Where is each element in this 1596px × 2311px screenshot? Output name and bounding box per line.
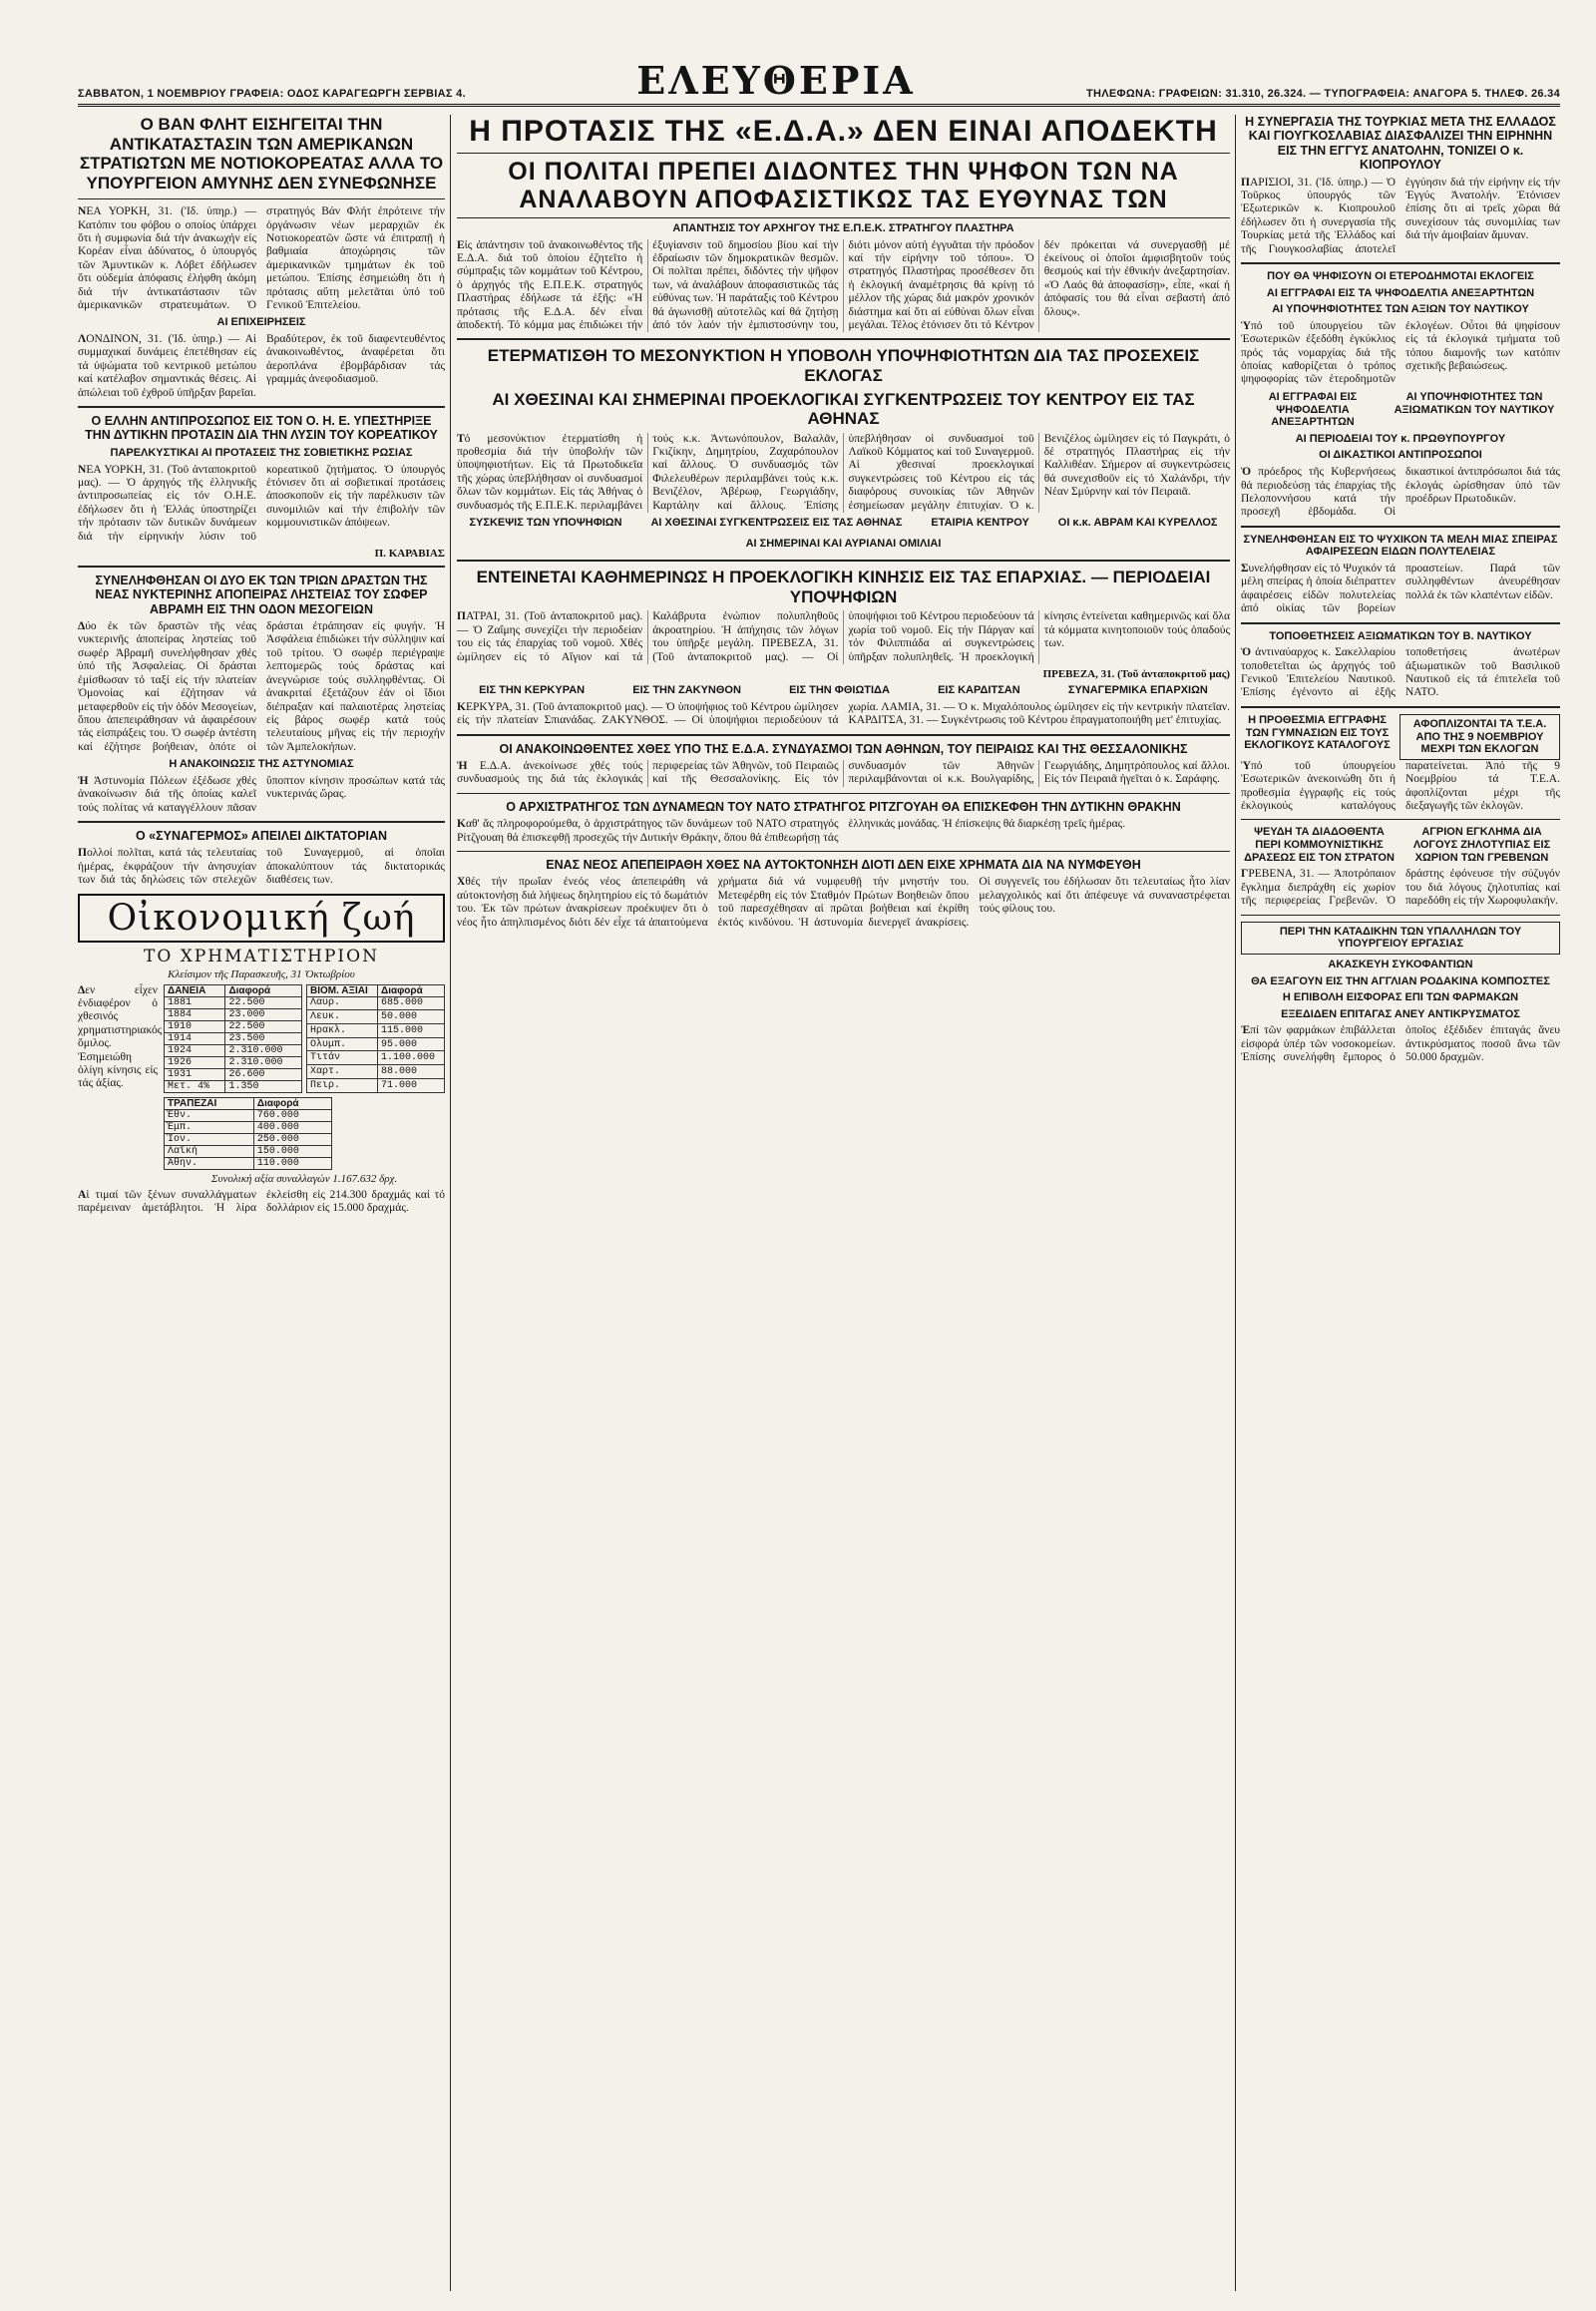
article-deadline: Ὑπό τοῦ ὑπουργείου Ἐσωτερικῶν ἀνεκοινώθη ὅτι ἡ προθεσμία ἐγγραφῆς εἰς τούς ἐκλογικούς καταλόγους παρατείνεται. Ἀπό τῆς 9 Νοεμβρίου τά Τ.Ε.Α. ἀφοπλίζονται μέχρι τῆς διεξαγωγῆς τῶν ἐκλογῶν.: [1241, 759, 1560, 813]
candidacies-subheads: [457, 517, 1230, 554]
subhead-navy-candidacies: ΑΙ ΥΠΟΨΗΦΙΟΤΗΤΕΣ ΤΩΝ ΑΞΙΩΝ ΤΟΥ ΝΑΥΤΙΚΟΥ: [1272, 303, 1529, 316]
headline-grevena-crime: ΑΓΡΙΟΝ ΕΓΚΛΗΜΑ ΔΙΑ ΛΟΓΟΥΣ ΖΗΛΟΤΥΠΙΑΣ ΕΙΣ ΧΩΡΙΟΝ ΤΩΝ ΓΡΕΒΕΝΩΝ: [1412, 826, 1551, 864]
article-grevena: ΓΡΕΒΕΝΑ, 31. — Ἀποτρόπαιον ἔγκλημα διεπράχθη εἰς χωρίον τῆς περιφερείας Γρεβενῶν. Ὁ δράστης ἐφόνευσε τήν σύζυγόν του διά λόγους ζηλοτυπίας καί παρεδόθη εἰς τήν Χωροφυλακήν.: [1241, 868, 1560, 908]
divider: [1241, 622, 1560, 624]
article-robbery: Δύο ἐκ τῶν δραστῶν τῆς νέας νυκτερινῆς ἀποπείρας ληστείας τοῦ σωφέρ Ἀβραμῆ συνελήφθησαν χθές ὑπό τῆς Ἀσφαλείας. Οἱ δράσται ἐμίσθωσαν τό ταξί εἰς τήν πλατείαν Ὁμονοίας καί ἐζήτησαν νά μεταφερθοῦν εἰς τήν ὁδόν Μεσογείων, ὅπου ἀπεπειράθησαν νά ἀφαιρέσουν τάς εἰσπράξεις του. Ὁ σωφέρ ἀντέστη καί ἐζήτησε βοήθειαν, ὁπότε οἱ δράσται ἐτράπησαν εἰς φυγήν. Ἡ Ἀσφάλεια ἐπιδιώκει τήν σύλληψιν καί τοῦ τρίτου. Ὁ σωφέρ περιέγραψε λεπτομερῶς τούς δράστας καί ἀνεγνώρισε τούς συλληφθέντας. Οἱ ἀνακριταί ἐξετάζουν ἐάν οἱ ἴδιοι διέπραξαν καί παλαιοτέρας ληστείας εἰς βάρος σωφέρ κατά τούς τελευταίους μῆνας εἰς τήν περιοχήν τῶν Ἀμπελοκήπων.: [78, 620, 445, 753]
subhead-operations: ΑΙ ΕΠΙΧΕΙΡΗΣΕΙΣ: [216, 316, 306, 329]
table-cell: 685.000: [378, 996, 445, 1010]
table-cell: Λαϊκή: [165, 1145, 254, 1157]
divider: [1241, 819, 1560, 820]
table-row: [165, 1056, 302, 1068]
crime-headlines: [1241, 826, 1560, 868]
stock-exchange-commentary: Δεν εἶχεν ἐνδιαφέρον ὁ χθεσινός χρηματιστηριακός ὅμιλος. Ἐσημειώθη ὀλίγη κίνησις εἰς τάς ἀξίας.: [78, 983, 163, 1090]
subhead-fthiotida: ΕΙΣ ΤΗΝ ΦΘΙΩΤΙΔΑ: [789, 684, 890, 697]
headline-synagermos: Ο «ΣΥΝΑΓΕΡΜΟΣ» ΑΠΕΙΛΕΙ ΔΙΚΤΑΤΟΡΙΑΝ: [135, 828, 388, 843]
byline-karavias: Π. ΚΑΡΑΒΙΑΣ: [374, 547, 445, 560]
table-cell: Ολυμπ.: [307, 1037, 378, 1051]
table-cell: 110.000: [253, 1157, 331, 1169]
article-provinces-reports: ΚΕΡΚΥΡΑ, 31. (Τοῦ ἀνταποκριτοῦ μας). — Ὁ ὑποψήφιος τοῦ Κέντρου ὡμίλησεν εἰς τήν πλατείαν Σπιανάδας. ΖΑΚΥΝΘΟΣ. — Οἱ ὑποψήφιοι περιοδεύουν τά χωρία. ΛΑΜΙΑ, 31. — Ὁ κ. Μιχαλόπουλος ὡμίλησεν εἰς τήν κεντρικήν πλατεῖαν. ΚΑΡΔΙΤΣΑ, 31. — Συγκέντρωσις τοῦ Κέντρου ἐπραγματοποιήθη μετ' ἐπιτυχίας.: [457, 700, 1230, 727]
table-header-cell: Διαφορά: [253, 1097, 331, 1109]
subhead-yesterday-rallies: ΑΙ ΧΘΕΣΙΝΑΙ ΣΥΓΚΕΝΤΡΩΣΕΙΣ ΕΙΣ ΤΑΣ ΑΘΗΝΑΣ: [650, 517, 903, 530]
article-navy-postings: Ὁ ἀντιναύαρχος κ. Σακελλαρίου τοποθετεῖται ὡς ἀρχηγός τοῦ Γενικοῦ Ἐπιτελείου Ναυτικοῦ. Ἐπίσης ἐγένοντο αἱ ἑξῆς τοποθετήσεις ἀνωτέρων ἀξιωματικῶν τοῦ Βασιλικοῦ Ναυτικοῦ εἰς τά ἐπιτελεῖα τοῦ ΝΑΤΟ.: [1241, 646, 1560, 699]
article-van-fleet: ΝΕΑ ΥΟΡΚΗ, 31. ('Ιδ. ὑπηρ.) — Κατόπιν του φόβου ο οποίος ὑπάρχει ὅτι ἡ συμφωνία διά τήν ἀνακωχήν εἰς Κορέαν εἶναι ἀδύνατος, ὁ ὑπουργός τῶν Ἀμυντικῶν κ. Λόβετ ἐδήλωσεν ὅτι οὐδεμία ἀπόφασις ἐλήφθη ἀκόμη διά τήν ἀντικατάστασιν τῶν ἀμερικανικῶν στρατευμάτων. Ὁ στρατηγός Βάν Φλήτ ἐπρότεινε τήν ὀργάνωσιν νέων μεραρχιῶν ἐκ Νοτιοκορεατῶν ὥστε νά ἐπιτραπῇ ἡ βαθμιαία ἀποχώρησις τῶν ἀμερικανικῶν τμημάτων ἐκ τοῦ μετώπου. Ἐπίσης ἐσημειώθη ὅτι ἡ πρότασις αὕτη μελετᾶται ὑπό τοῦ Γενικοῦ Ἐπιτελείου.: [78, 205, 445, 312]
table-cell: 1884: [165, 1008, 225, 1020]
table-row: [165, 1080, 302, 1092]
table-row: [165, 1020, 302, 1032]
table-cell: 23.500: [225, 1032, 302, 1044]
subhead-zakynthos: ΕΙΣ ΤΗΝ ΖΑΚΥΝΘΟΝ: [632, 684, 741, 697]
table-row: [165, 1121, 332, 1133]
table-row: [307, 1065, 445, 1079]
subhead-plastiras-reply: ΑΠΑΝΤΗΣΙΣ ΤΟΥ ΑΡΧΗΓΟΥ ΤΗΣ Ε.Π.Ε.Κ. ΣΤΡΑΤΗΓΟΥ ΠΛΑΣΤΗΡΑ: [672, 222, 1014, 234]
table-row: [307, 1037, 445, 1051]
table-header-cell: ΤΡΑΠΕΖΑΙ: [165, 1097, 254, 1109]
divider: [78, 566, 445, 568]
table-cell: 1.100.000: [378, 1051, 445, 1065]
stock-exchange-section: [78, 984, 445, 1189]
subhead-candidates-meeting: ΣΥΣΚΕΨΙΣ ΤΩΝ ΥΠΟΨΗΦΙΩΝ: [469, 517, 622, 530]
headline-turkey-cooperation: Η ΣΥΝΕΡΓΑΣΙΑ ΤΗΣ ΤΟΥΡΚΙΑΣ ΜΕΤΑ ΤΗΣ ΕΛΛΑΔΟΣ ΚΑΙ ΓΙΟΥΓΚΟΣΛΑΒΙΑΣ ΔΙΑΣΦΑΛΙΖΕΙ ΤΗΝ ΕΙΡΗΝΗΝ ΕΙΣ ΤΗΝ ΕΓΓΥΣ ΑΝΑΤΟΛΗΝ, ΤΟΝΙΖΕΙ Ο κ. ΚΙΟΠΡΟΥΛΟΥ: [1245, 115, 1556, 173]
column-divider: [1235, 115, 1236, 2291]
table-row: [165, 1008, 302, 1020]
table-row: [307, 996, 445, 1010]
table-cell: 88.000: [378, 1065, 445, 1079]
table-cell: Λευκ.: [307, 1010, 378, 1024]
table-cell: Ηρακλ.: [307, 1023, 378, 1037]
article-pm-tours: Ὁ πρόεδρος τῆς Κυβερνήσεως θά περιοδεύσῃ τάς ἐπαρχίας τῆς Πελοποννήσου κατά τήν προσεχῆ ἑβδομάδα. Οἱ δικαστικοί ἀντιπρόσωποι διά τάς ἐκλογάς ὡρίσθησαν ὑπό τῶν προέδρων Πρωτοδικῶν.: [1241, 466, 1560, 519]
divider: [457, 734, 1230, 736]
center-column: [457, 115, 1230, 934]
deadline-headlines: [1241, 714, 1560, 760]
subhead-synagermos-provinces: ΣΥΝΑΓΕΡΜΙΚΑ ΕΠΑΡΧΙΩΝ: [1067, 684, 1208, 697]
table-row: [165, 1145, 332, 1157]
article-synagermos: Πολλοί πολῖται, κατά τάς τελευταίας ἡμέρας, ἐκφράζουν τήν ἀνησυχίαν των διά τάς δηλώσεις τῶν στελεχῶν τοῦ Συναγερμοῦ, αἱ ὁποῖαι ἀποκαλύπτουν τάς δικτατορικάς διαθέσεις των.: [78, 847, 445, 887]
table-row: [307, 1010, 445, 1024]
divider: [457, 560, 1230, 562]
table-row: [165, 1044, 302, 1056]
table-cell: 115.000: [378, 1023, 445, 1037]
article-turkey: ΠΑΡΙΣΙΟΙ, 31. ('Ιδ. ὑπηρ.) — Ὁ Τοῦρκος ὑπουργός τῶν Ἐξωτερικῶν κ. Κιοπρουλοῦ ἐδήλωσεν ὅτι ἡ συνεργασία τῆς Τουρκίας μετά τῆς Ἑλλάδος καί τῆς Γιουγκοσλαβίας ἀποτελεῖ ἐγγύησιν διά τήν εἰρήνην εἰς τήν Ἐγγύς Ἀνατολήν. Ἐτόνισεν ἐπίσης ὅτι αἱ τρεῖς χῶραι θά συνεχίσουν τάς συνομιλίας των διά τήν ἀμοιβαίαν ἄμυναν.: [1241, 176, 1560, 255]
table-cell: 1924: [165, 1044, 225, 1056]
table-cell: 71.000: [378, 1078, 445, 1092]
table-cell: Χαρτ.: [307, 1065, 378, 1079]
divider: [1241, 262, 1560, 264]
table-row: [307, 1023, 445, 1037]
subhead-judicial-reps: ΟΙ ΔΙΚΑΣΤΙΚΟΙ ΑΝΤΙΠΡΟΣΩΠΟΙ: [1319, 449, 1482, 462]
stock-tables: [164, 984, 445, 1189]
table-cell: 22.500: [225, 996, 302, 1008]
stock-exchange-date: Κλείσιμον τῆς Παρασκευῆς, 31 Ὀκτωβρίου: [168, 967, 355, 980]
table-cell: 1926: [165, 1056, 225, 1068]
table-cell: Ἐθν.: [165, 1109, 254, 1121]
headline-navy-postings: ΤΟΠΟΘΕΤΗΣΕΙΣ ΑΞΙΩΜΑΤΙΚΩΝ ΤΟΥ Β. ΝΑΥΤΙΚΟΥ: [1269, 629, 1532, 642]
article-voters: Ὑπό τοῦ ὑπουργείου τῶν Ἐσωτερικῶν ἐξεδόθη ἐγκύκλιος πρός τάς νομαρχίας διά τῆς ὁποίας καθορίζεται ὁ τρόπος ψηφοφορίας τῶν ἑτεροδημοτῶν ἐκλογέων. Οὗτοι θά ψηφίσουν εἰς τά ἐκλογικά τμήματα τοῦ τόπου διαμονῆς των κατόπιν σχετικῆς βεβαιώσεως.: [1241, 319, 1560, 386]
subhead-avram-kyrellos: ΟΙ κ.κ. ΑΒΡΑΜ ΚΑΙ ΚΥΡΕΛΛΟΣ: [1057, 517, 1218, 530]
headline-bad-cheques: ΕΞΕΔΙΔΕΝ ΕΠΙΤΑΓΑΣ ΑΝΕΥ ΑΝΤΙΚΡΥΣΜΑΤΟΣ: [1281, 1007, 1520, 1020]
subhead-karditsa: ΕΙΣ ΚΑΡΔΙΤΣΑΝ: [938, 684, 1020, 697]
headline-citizens-vote: ΟΙ ΠΟΛΙΤΑΙ ΠΡΕΠΕΙ ΔΙΔΟΝΤΕΣ ΤΗΝ ΨΗΦΟΝ ΤΩΝ ΝΑ ΑΝΑΛΑΒΟΥΝ ΑΠΟΦΑΣΙΣΤΙΚΩΣ ΤΑΣ ΕΥΘΥΝΑΣ ΤΩΝ: [457, 158, 1230, 219]
headline-registration-deadline: Η ΠΡΟΘΕΣΜΙΑ ΕΓΓΡΑΦΗΣ ΤΩΝ ΓΥΜΝΑΣΙΩΝ ΕΙΣ ΤΟΥΣ ΕΚΛΟΓΙΚΟΥΣ ΚΑΤΑΛΟΓΟΥΣ: [1244, 713, 1391, 752]
table-cell: Λαυρ.: [307, 996, 378, 1010]
article-candidacies: Τό μεσονύκτιον ἐτερματίσθη ἡ προθεσμία διά τήν ὑποβολήν τῶν ὑποψηφιοτήτων. Εἰς τά Πρωτοδικεῖα τῆς χώρας ὑπεβλήθησαν οἱ συνδυασμοί ὅλων τῶν κομμάτων. Εἰς τάς Ἀθήνας ὁ συνδυασμός τῆς Ε.Π.Ε.Κ. περιλαμβάνει τούς κ.κ. Ἀντωνόπουλον, Βαλαλᾶν, Γκιζίκην, Δημητρίου, Ζαχαρόπουλον καί ἄλλους. Ὁ συνδυασμός τῶν Φιλελευθέρων περιλαμβάνει τούς κ.κ. Βενιζέλον, Ἀβέρωφ, Γεωργιάδην, Καρτάλην καί ἄλλους. Ἐπίσης ὑπεβλήθησαν οἱ συνδυασμοί τοῦ Λαϊκοῦ Κόμματος καί τοῦ Συναγερμοῦ. Αἱ χθεσιναί προεκλογικαί συγκεντρώσεις τοῦ Κέντρου εἰς τάς διαφόρους συνοικίας τῶν Ἀθηνῶν ἐσημείωσαν μεγάλην ἐπιτυχίαν. Ὁ κ. Βενιζέλος ὡμίλησεν εἰς τό Παγκράτι, ὁ δέ στρατηγός Πλαστήρας εἰς τήν Καλλιθέαν. Σήμερον αἱ συγκεντρώσεις θά συνεχισθοῦν εἰς τό Χαλάνδρι, τήν Νέαν Σμύρνην καί τόν Πειραιᾶ.: [457, 432, 1230, 512]
subhead-navy-officers: ΑΙ ΥΠΟΨΗΦΙΟΤΗΤΕΣ ΤΩΝ ΑΞΙΩΜΑΤΙΚΩΝ ΤΟΥ ΝΑΥΤΙΚΟΥ: [1394, 390, 1555, 416]
left-column: [78, 115, 445, 1219]
table-row: [165, 1157, 332, 1169]
table-cell: 400.000: [253, 1121, 331, 1133]
headline-slander-refuted: ΑΚΑΣΚΕΥΗ ΣΥΚΟΦΑΝΤΙΩΝ: [1328, 958, 1473, 970]
table-row: [165, 996, 302, 1008]
banks-table: [164, 1097, 332, 1170]
table-cell: Ἐμπ.: [165, 1121, 254, 1133]
table-cell: 150.000: [253, 1145, 331, 1157]
headline-pharma-levy: Η ΕΠΙΒΟΛΗ ΕΙΣΦΟΡΑΣ ΕΠΙ ΤΩΝ ΦΑΡΜΑΚΩΝ: [1282, 991, 1519, 1004]
loans-table: [164, 984, 302, 1093]
divider: [1241, 526, 1560, 528]
economic-life-title: Οἰκονομική ζωή: [78, 894, 445, 943]
headline-non-resident-voters: ΠΟΥ ΘΑ ΨΗΦΙΣΟΥΝ ΟΙ ΕΤΕΡΟΔΗΜΟΤΑΙ ΕΚΛΟΓΕΙΣ: [1267, 269, 1534, 282]
subhead-independent-registrations: ΑΙ ΕΓΓΡΑΦΑΙ ΕΙΣ ΨΗΦΟΔΕΛΤΙΑ ΑΝΕΞΑΡΤΗΤΩΝ: [1268, 390, 1358, 429]
divider: [457, 851, 1230, 852]
table-cell: 1881: [165, 996, 225, 1008]
subhead-pm-tours: ΑΙ ΠΕΡΙΟΔΕΙΑΙ ΤΟΥ κ. ΠΡΩΘΥΠΟΥΡΓΟΥ: [1295, 432, 1506, 445]
table-row: [307, 1051, 445, 1065]
table-cell: 26.600: [225, 1068, 302, 1080]
table-cell: Ἀθην.: [165, 1157, 254, 1169]
subhead-soviet-proposals: ΠΑΡΕΛΚΥΣΤΙΚΑΙ ΑΙ ΠΡΟΤΑΣΕΙΣ ΤΗΣ ΣΟΒΙΕΤΙΚΗΣ ΡΩΣΙΑΣ: [110, 446, 413, 459]
headline-ridgway-visit: Ο ΑΡΧΙΣΤΡΑΤΗΓΟΣ ΤΩΝ ΔΥΝΑΜΕΩΝ ΤΟΥ ΝΑΤΟ ΣΤΡΑΤΗΓΟΣ ΡΙΤΖΓΟΥΑΗ ΘΑ ΕΠΙΣΚΕΦΘΗ ΤΗΝ ΔΥΤΙΚΗΝ ΘΡΑΚΗΝ: [506, 799, 1181, 814]
article-eda-lists: Ἡ Ε.Δ.Α. ἀνεκοίνωσε χθές τούς συνδυασμούς της διά τάς ἐκλογικάς περιφερείας τῶν Ἀθηνῶν, τοῦ Πειραιῶς καί τῆς Θεσσαλονίκης. Εἰς τόν συνδυασμόν τῶν Ἀθηνῶν περιλαμβάνονται οἱ κ.κ. Βουλγαρίδης, Γεωργιάδης, Δημητρόπουλος καί ἄλλοι. Εἰς τόν Πειραιᾶ ἠγεῖται ὁ κ. Σαράφης.: [457, 759, 1230, 786]
table-cell: 50.000: [378, 1010, 445, 1024]
table-cell: 1.350: [225, 1080, 302, 1092]
divider: [78, 406, 445, 408]
industrial-table: [306, 984, 445, 1093]
voters-subheads: [1241, 391, 1560, 433]
table-cell: Τιτάν: [307, 1051, 378, 1065]
masthead-date-address: ΣΑΒΒΑΤΟΝ, 1 ΝΟΕΜΒΡΙΟΥ ΓΡΑΦΕΙΑ: ΟΔΟΣ ΚΑΡΑΓΕΩΡΓΗ ΣΕΡΒΙΑΣ 4.: [78, 88, 466, 100]
divider: [1241, 706, 1560, 708]
table-header-cell: ΒΙΟΜ. ΑΞΙΑΙ: [307, 984, 378, 996]
divider: [457, 793, 1230, 794]
headline-tea-disarmament: ΑΦΟΠΛΙΖΟΝΤΑΙ ΤΑ Τ.Ε.Α. ΑΠΟ ΤΗΣ 9 ΝΟΕΜΒΡΙΟΥ ΜΕΧΡΙ ΤΩΝ ΕΚΛΟΓΩΝ: [1399, 714, 1560, 760]
total-transactions: Συνολική αξία συναλλαγών 1.167.632 δρχ.: [210, 1172, 398, 1185]
headline-suicide-attempt: ΕΝΑΣ ΝΕΟΣ ΑΠΕΠΕΙΡΑΘΗ ΧΘΕΣ ΝΑ ΑΥΤΟΚΤΟΝΗΣΗ ΔΙΟΤΙ ΔΕΝ ΕΙΧΕ ΧΡΗΜΑΤΑ ΔΙΑ ΝΑ ΝΥΜΦΕΥΘΗ: [546, 857, 1141, 872]
divider: [1241, 915, 1560, 916]
table-cell: 2.310.000: [225, 1056, 302, 1068]
article-psychiko: Συνελήφθησαν εἰς τό Ψυχικόν τά μέλη σπείρας ἡ ὁποία διέπραττεν ἀφαιρέσεις εἰδῶν πολυτελείας ἀπό οἰκίας τῶν βορείων προαστείων. Παρά τῶν συλληφθέντων ἀνευρέθησαν πολλά ἐκ τῶν κλαπέντων εἰδῶν.: [1241, 563, 1560, 615]
table-header-cell: Διαφορά: [225, 984, 302, 996]
article-operations: ΛΟΝΔΙΝΟΝ, 31. ('Ιδ. ὑπηρ.) — Αἱ συμμαχικαί δυνάμεις ἐπετέθησαν εἰς τά ὑψώματα τοῦ κεντρικοῦ μετώπου καί κατέλαβον σημαντικάς θέσεις. Αἱ ἀπώλειαι τοῦ ἐχθροῦ ὑπῆρξαν βαρεῖαι. Βραδύτερον, ἐκ τοῦ διαφεντευθέντος ἀνακοινωθέντος, ἀναφέρεται ὅτι ἀεροπλάνα ἐβομβάρδισαν τάς γραμμάς ἀνεφοδιασμοῦ.: [78, 333, 445, 399]
headline-false-reports: ΨΕΥΔΗ ΤΑ ΔΙΑΔΟΘΕΝΤΑ ΠΕΡΙ ΚΟΜΜΟΥΝΙΣΤΙΚΗΣ ΔΡΑΣΕΩΣ ΕΙΣ ΤΟΝ ΣΤΡΑΤΟΝ: [1244, 826, 1395, 864]
table-cell: Ἰον.: [165, 1133, 254, 1145]
table-cell: 22.500: [225, 1020, 302, 1032]
masthead-phones: ΤΗΛΕΦΩΝΑ: ΓΡΑΦΕΙΩΝ: 31.310, 26.324. — ΤΥΠΟΓΡΑΦΕΙΑ: ΑΝΑΓΟΡΑ 5. ΤΗΛΕΦ. 26.34: [1085, 88, 1560, 100]
article-police: Ἡ Ἀστυνομία Πόλεων ἐξέδωσε χθές ἀνακοίνωσιν διά τῆς ὁποίας καλεῖ τούς πολίτας νά καταγγέλλουν πᾶσαν ὕποπτον κίνησιν προσώπων κατά τάς νυκτερινάς ὥρας.: [78, 774, 445, 814]
table-cell: 1914: [165, 1032, 225, 1044]
table-header-cell: Διαφορά: [378, 984, 445, 996]
table-cell: 760.000: [253, 1109, 331, 1121]
article-suicide-attempt: Χθές τήν πρωΐαν ἐνεός νέος ἀπεπειράθη νά αὐτοκτονήσῃ διά λήψεως δηλητηρίου εἰς τό δωμάτιόν του. Ἐκ τῶν πρώτων ἀνακρίσεων προέκυψεν ὅτι ὁ νέος ἦτο ἀπηλπισμένος διότι δέν εἶχε τά ἀπαιτούμενα χρήματα διά νά νυμφευθῇ τήν μνηστήν του. Μετεφέρθη εἰς τόν Σταθμόν Πρώτων Βοηθειῶν ὅπου τοῦ παρεσχέθησαν αἱ πρῶται βοήθειαι καί ἐκρίθη ἐκτός κινδύνου. Ἡ ἀστυνομία διενεργεῖ ἀνακρίσεις. Οἱ συγγενεῖς του ἐδήλωσαν ὅτι τελευταίως ἦτο λίαν μελαγχολικός καί ὅτι ἀπέφευγε νά συναναστρέφεται τούς φίλους του.: [457, 876, 1230, 929]
table-row: [165, 1109, 332, 1121]
headline-robbery-arrest: ΣΥΝΕΛΗΦΘΗΣΑΝ ΟΙ ΔΥΟ ΕΚ ΤΩΝ ΤΡΙΩΝ ΔΡΑΣΤΩΝ ΤΗΣ ΝΕΑΣ ΝΥΚΤΕΡΙΝΗΣ ΑΠΟΠΕΙΡΑΣ ΛΗΣΤΕΙΑΣ ΤΟΥ ΣΩΦΕΡ ΑΒΡΑΜΗ ΕΙΣ ΤΗΝ ΟΔΟΝ ΜΕΣΟΓΕΙΩΝ: [95, 573, 428, 616]
table-header-cell: ΔΑΝΕΙΑ: [165, 984, 225, 996]
table-row: [165, 1068, 302, 1080]
headline-psychiko-arrests: ΣΥΝΕΛΗΦΘΗΣΑΝ ΕΙΣ ΤΟ ΨΥΧΙΚΟΝ ΤΑ ΜΕΛΗ ΜΙΑΣ ΣΠΕΙΡΑΣ ΑΦΑΙΡΕΣΕΩΝ ΕΙΔΩΝ ΠΟΛΥΤΕΛΕΙΑΣ: [1243, 533, 1558, 559]
columns: [78, 107, 1560, 2291]
table-cell: 1931: [165, 1068, 225, 1080]
table-cell: 250.000: [253, 1133, 331, 1145]
article-plastiras: Εἰς ἀπάντησιν τοῦ ἀνακοινωθέντος τῆς Ε.Δ.Α. διά τοῦ ὁποίου ἐζητεῖτο ἡ σύμπραξις τῶν κομμάτων τοῦ Κέντρου, ὁ ἀρχηγός τῆς Ε.Π.Ε.Κ. στρατηγός Πλαστήρας ἐδήλωσε τά ἑξῆς: «Ἡ πρότασις τῆς Ε.Δ.Α. δέν εἶναι ἀποδεκτή. Τό κόμμα μας ἐπιδιώκει τήν ἐξυγίανσιν τοῦ δημοσίου βίου καί τήν ἐδραίωσιν τῶν δημοκρατικῶν θεσμῶν. Οἱ πολῖται πρέπει, διδόντες τήν ψῆφον των, νά ἀναλάβουν ἀποφασιστικῶς τάς εὐθύνας των. Ἡ παράταξις τοῦ Κέντρου θά ἀγωνισθῇ αὐτοτελῶς καί θά ζητήσῃ ἀπό τόν λαόν τήν ἐμπιστοσύνην του, διότι μόνον αὐτή ἐγγυᾶται τήν πρόοδον καί τήν εἰρήνην τοῦ τόπου». Ὁ στρατηγός Πλαστήρας προσέθεσεν ὅτι ἡ ἐκλογική ἀναμέτρησις θά κρίνῃ τό μέλλον τῆς χώρας διά μακρόν χρονικόν διάστημα καί ὅτι αἱ εὐθύναι ὅλων εἶναι μεγάλαι. Τέλος ἐτόνισεν ὅτι τό Κέντρον δέν πρόκειται νά συνεργασθῇ μέ ἐκείνους οἱ ὁποῖοι ἀμφισβητοῦν τούς θεσμούς καί τήν ἐθνικήν ἀνεξαρτησίαν. «Ὁ Λαός θά ἀποφασίσῃ», εἶπε, «καί ἡ ἀπόφασίς του θά εἶναι σεβαστή ἀπό ὅλους».: [457, 238, 1230, 332]
table-cell: Μετ. 4%: [165, 1080, 225, 1092]
table-cell: 95.000: [378, 1037, 445, 1051]
article-greek-un: ΝΕΑ ΥΟΡΚΗ, 31. (Τοῦ ἀνταποκριτοῦ μας). — Ὁ ἀρχηγός τῆς ἑλληνικῆς ἀντιπροσωπείας εἰς τόν Ο.Η.Ε. ἐδήλωσεν ὅτι ἡ Ἑλλάς ὑποστηρίζει τήν πρότασιν τῶν δυτικῶν δυνάμεων διά τήν εἰρηνικήν λύσιν τοῦ κορεατικοῦ ζητήματος. Ὁ ὑπουργός ἐτόνισεν ὅτι αἱ σοβιετικαί προτάσεις ἀποσκοποῦν εἰς τήν παρέλκυσιν τῶν συνομιλιῶν καί τήν ἐπιβολήν τῶν κομμουνιστικῶν ἀπόψεων.: [78, 463, 445, 543]
headline-eda-lists: ΟΙ ΑΝΑΚΟΙΝΩΘΕΝΤΕΣ ΧΘΕΣ ΥΠΟ ΤΗΣ Ε.Δ.Α. ΣΥΝΔΥΑΣΜΟΙ ΤΩΝ ΑΘΗΝΩΝ, ΤΟΥ ΠΕΙΡΑΙΩΣ ΚΑΙ ΤΗΣ ΘΕΣΣΑΛΟΝΙΚΗΣ: [499, 741, 1188, 756]
subhead-independent-ballots: ΑΙ ΕΓΓΡΑΦΑΙ ΕΙΣ ΤΑ ΨΗΦΟΔΕΛΤΙΑ ΑΝΕΞΑΡΤΗΤΩΝ: [1266, 286, 1535, 299]
dateline-preveza: ΠΡΕΒΕΖΑ, 31. (Τοῦ ἀνταποκριτοῦ μας): [1042, 668, 1230, 681]
table-cell: 1910: [165, 1020, 225, 1032]
table-row: [165, 1133, 332, 1145]
newspaper-title: ΕΛΕΥΘΕΡΙΑ: [636, 58, 916, 103]
table-row: [307, 1078, 445, 1092]
stock-exchange-title: ΤΟ ΧΡΗΜΑΤΙΣΤΗΡΙΟΝ: [144, 946, 379, 966]
headline-eda-proposal: Η ΠΡΟΤΑΣΙΣ ΤΗΣ «Ε.Δ.Α.» ΔΕΝ ΕΙΝΑΙ ΑΠΟΔΕΚΤΗ: [457, 115, 1230, 154]
article-ridgway: Καθ' ἅς πληροφορούμεθα, ὁ ἀρχιστράτηγος τῶν δυνάμεων τοῦ ΝΑΤΟ στρατηγός Ρίτζγουαη θά ἐπισκεφθῇ προσεχῶς τήν Δυτικήν Θράκην, ὅπου θά ἐπιθεωρήσῃ τάς ἑλληνικάς μονάδας. Ἡ ἐπίσκεψις θά διαρκέσῃ τρεῖς ἡμέρας.: [457, 818, 1126, 844]
subhead-police-announcement: Η ΑΝΑΚΟΙΝΩΣΙΣ ΤΗΣ ΑΣΤΥΝΟΜΙΑΣ: [169, 758, 354, 771]
subhead-speeches: ΑΙ ΣΗΜΕΡΙΝΑΙ ΚΑΙ ΑΥΡΙΑΝΑΙ ΟΜΙΛΙΑΙ: [745, 537, 942, 550]
table-row: [165, 1032, 302, 1044]
divider: [78, 198, 445, 199]
article-pharma-cheques: Ἐπί τῶν φαρμάκων ἐπιβάλλεται εἰσφορά ὑπέρ τῶν νοσοκομείων. Ἐπίσης συνελήφθη ἔμπορος ὁ ὁποῖος ἐξέδιδεν ἐπιταγάς ἄνευ ἀντικρύσματος ποσοῦ ἄνω τῶν 50.000 δραχμῶν.: [1241, 1024, 1560, 1064]
right-column: [1241, 115, 1560, 1069]
divider: [78, 821, 445, 823]
provinces-subheads: [457, 684, 1230, 701]
column-divider: [450, 115, 451, 2291]
newspaper-page: [78, 58, 1560, 2302]
headline-employee-conviction: ΠΕΡΙ ΤΗΝ ΚΑΤΑΔΙΚΗΝ ΤΩΝ ΥΠΑΛΛΗΛΩΝ ΤΟΥ ΥΠΟΥΡΓΕΙΟΥ ΕΡΓΑΣΙΑΣ: [1241, 922, 1560, 955]
article-currency: Αἱ τιμαί τῶν ξένων συναλλάγματων παρέμειναν ἀμετάβλητοι. Ἡ λίρα ἐκλείσθη εἰς 214.300 δραχμάς καί τό δολλάριον εἰς 15.000 δραχμάς.: [78, 1188, 445, 1214]
headline-greek-un: Ο ΕΛΛΗΝ ΑΝΤΙΠΡΟΣΩΠΟΣ ΕΙΣ ΤΟΝ Ο. Η. Ε. ΥΠΕΣΤΗΡΙΞΕ ΤΗΝ ΔΥΤΙΚΗΝ ΠΡΟΤΑΣΙΝ ΔΙΑ ΤΗΝ ΛΥΣΙΝ ΤΟΥ ΚΟΡΕΑΤΙΚΟΥ: [85, 414, 438, 443]
headline-peach-exports: ΘΑ ΕΞΑΓΟΥΝ ΕΙΣ ΤΗΝ ΑΓΓΛΙΑΝ ΡΟΔΑΚΙΝΑ ΚΟΜΠΟΣΤΕΣ: [1251, 974, 1550, 987]
headline-provinces-campaign: ΕΝΤΕΙΝΕΤΑΙ ΚΑΘΗΜΕΡΙΝΩΣ Η ΠΡΟΕΚΛΟΓΙΚΗ ΚΙΝΗΣΙΣ ΕΙΣ ΤΑΣ ΕΠΑΡΧΙΑΣ. — ΠΕΡΙΟΔΕΙΑΙ ΥΠΟΨΗΦΙΩΝ: [476, 568, 1211, 606]
subhead-corfu: ΕΙΣ ΤΗΝ ΚΕΡΚΥΡΑΝ: [479, 684, 586, 697]
subhead-center-company: ΕΤΑΙΡΙΑ ΚΕΝΤΡΟΥ: [931, 517, 1029, 530]
table-cell: Πειρ.: [307, 1078, 378, 1092]
masthead: [78, 58, 1560, 107]
headline-van-fleet: Ο ΒΑΝ ΦΛΗΤ ΕΙΣΗΓΕΙΤΑΙ ΤΗΝ ΑΝΤΙΚΑΤΑΣΤΑΣΙΝ ΤΩΝ ΑΜΕΡΙΚΑΝΩΝ ΣΤΡΑΤΙΩΤΩΝ ΜΕ ΝΟΤΙΟΚΟΡΕΑΤΑΣ ΑΛΛΑ ΤΟ ΥΠΟΥΡΓΕΙΟΝ ΑΜΥΝΗΣ ΔΕΝ ΣΥΝΕΦΩΝΗΣΕ: [79, 115, 444, 193]
headline-center-rallies: ΑΙ ΧΘΕΣΙΝΑΙ ΚΑΙ ΣΗΜΕΡΙΝΑΙ ΠΡΟΕΚΛΟΓΙΚΑΙ ΣΥΓΚΕΝΤΡΩΣΕΙΣ ΤΟΥ ΚΕΝΤΡΟΥ ΕΙΣ ΤΑΣ ΑΘΗΝΑΣ: [492, 389, 1195, 429]
divider: [457, 338, 1230, 340]
table-cell: 2.310.000: [225, 1044, 302, 1056]
headline-candidacies: ΕΤΕΡΜΑΤΙΣΘΗ ΤΟ ΜΕΣΟΝΥΚΤΙΟΝ Η ΥΠΟΒΟΛΗ ΥΠΟΨΗΦΙΟΤΗΤΩΝ ΔΙΑ ΤΑΣ ΠΡΟΣΕΧΕΙΣ ΕΚΛΟΓΑΣ: [487, 346, 1200, 386]
article-provinces: ΠΑΤΡΑΙ, 31. (Τοῦ ἀνταποκριτοῦ μας). — Ὁ Ζαΐμης συνεχίζει τήν περιοδείαν του εἰς τάς ἐπαρχίας τοῦ νομοῦ. Χθές ὡμίλησεν εἰς τό Αἴγιον καί τά Καλάβρυτα ἐνώπιον πολυπληθοῦς ἀκροατηρίου. Ἡ ἀπήχησις τῶν λόγων του ὑπῆρξε μεγάλη. ΠΡΕΒΕΖΑ, 31. (Τοῦ ἀνταποκριτοῦ μας). — Οἱ ὑποψήφιοι τοῦ Κέντρου περιοδεύουν τά χωρία τοῦ νομοῦ. Εἰς τήν Πάργαν καί τόν Φιλιππιάδα αἱ συγκεντρώσεις ὑπῆρξαν πολυπληθεῖς. Ἡ προεκλογική κίνησις ἐντείνεται καθημερινῶς καί ὅλα τά κόμματα κινητοποιοῦν τούς ὀπαδούς των.: [457, 610, 1230, 663]
table-cell: 23.000: [225, 1008, 302, 1020]
